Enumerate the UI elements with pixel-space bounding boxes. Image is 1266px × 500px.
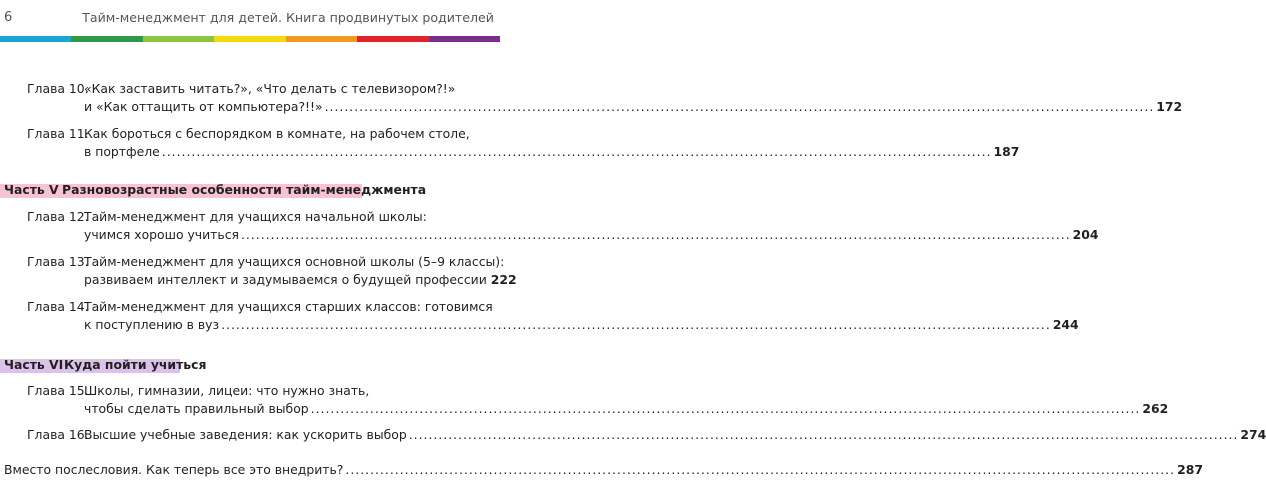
chapter-title-line-1: Тайм-менеджмент для учащихся старших классов: готовимся <box>84 299 493 314</box>
page-ref: 274 <box>1240 427 1266 442</box>
stripe-segment-4 <box>214 36 285 42</box>
chapter-title-line-2: к поступлению в вуз <box>84 317 220 332</box>
chapter-title: Высшие учебные заведения: как ускорить выбор <box>84 427 407 442</box>
part-title: Куда пойти учиться <box>64 357 207 372</box>
stripe-segment-7 <box>429 36 500 42</box>
chapter-number: Глава 12. <box>27 209 89 224</box>
part-title: Разновозрастные особенности тайм-менеджмента <box>62 182 427 197</box>
chapter-number: Глава 15. <box>27 383 89 398</box>
stripe-segment-6 <box>357 36 428 42</box>
chapter-title-line-2: развиваем интеллект и задумываемся о будущей профессии <box>84 272 487 287</box>
stripe-segment-1 <box>0 36 71 42</box>
running-title: Тайм-менеджмент для детей. Книга продвинутых родителей <box>82 10 494 25</box>
part-heading-vi <box>0 356 500 374</box>
part-number: Часть V <box>4 182 59 197</box>
part-number: Часть VI <box>4 357 64 372</box>
dot-leader <box>221 316 1051 334</box>
part-heading-v <box>0 181 500 199</box>
chapter-number: Глава 11. <box>27 126 89 141</box>
page-ref: 244 <box>1052 317 1079 332</box>
toc-entry-afterword[interactable] <box>4 461 1203 479</box>
page-ref: 262 <box>1142 401 1169 416</box>
chapter-number: Глава 13. <box>27 254 89 269</box>
stripe-segment-2 <box>71 36 142 42</box>
page-ref: 204 <box>1072 227 1099 242</box>
chapter-title-line-1: Школы, гимназии, лицеи: что нужно знать, <box>84 383 370 398</box>
chapter-title-line-2: и «Как оттащить от компьютера?!!» <box>84 99 323 114</box>
stripe-segment-5 <box>286 36 357 42</box>
dot-leader <box>345 461 1175 479</box>
page-number: 6 <box>4 10 13 25</box>
dot-leader <box>162 143 992 161</box>
chapter-title-line-1: «Как заставить читать?», «Что делать с телевизором?!» <box>84 81 456 96</box>
chapter-title-line-1: Как бороться с беспорядком в комнате, на рабочем столе, <box>84 126 470 141</box>
dot-leader <box>241 226 1071 244</box>
page-ref: 222 <box>490 272 517 287</box>
chapter-number: Глава 16. <box>27 427 89 442</box>
page-header <box>0 0 500 40</box>
chapter-title-line-1: Тайм-менеджмент для учащихся начальной школы: <box>84 209 427 224</box>
dot-leader <box>409 426 1239 444</box>
chapter-title-line-1: Тайм-менеджмент для учащихся основной школы (5–9 классы): <box>84 254 505 269</box>
dot-leader <box>311 400 1141 418</box>
chapter-title-line-2: чтобы сделать правильный выбор <box>84 401 309 416</box>
stripe-segment-3 <box>143 36 214 42</box>
dot-leader <box>325 98 1155 116</box>
chapter-title-line-2: в портфеле <box>84 144 160 159</box>
chapter-title-line-2: учимся хорошо учиться <box>84 227 239 242</box>
chapter-number: Глава 14. <box>27 299 89 314</box>
chapter-number: Глава 10. <box>27 81 89 96</box>
page-ref: 287 <box>1177 462 1203 477</box>
afterword-title: Вместо послесловия. Как теперь все это внедрить? <box>4 462 344 477</box>
page-ref: 172 <box>1156 99 1183 114</box>
page-ref: 187 <box>993 144 1020 159</box>
rainbow-stripe <box>0 36 500 42</box>
